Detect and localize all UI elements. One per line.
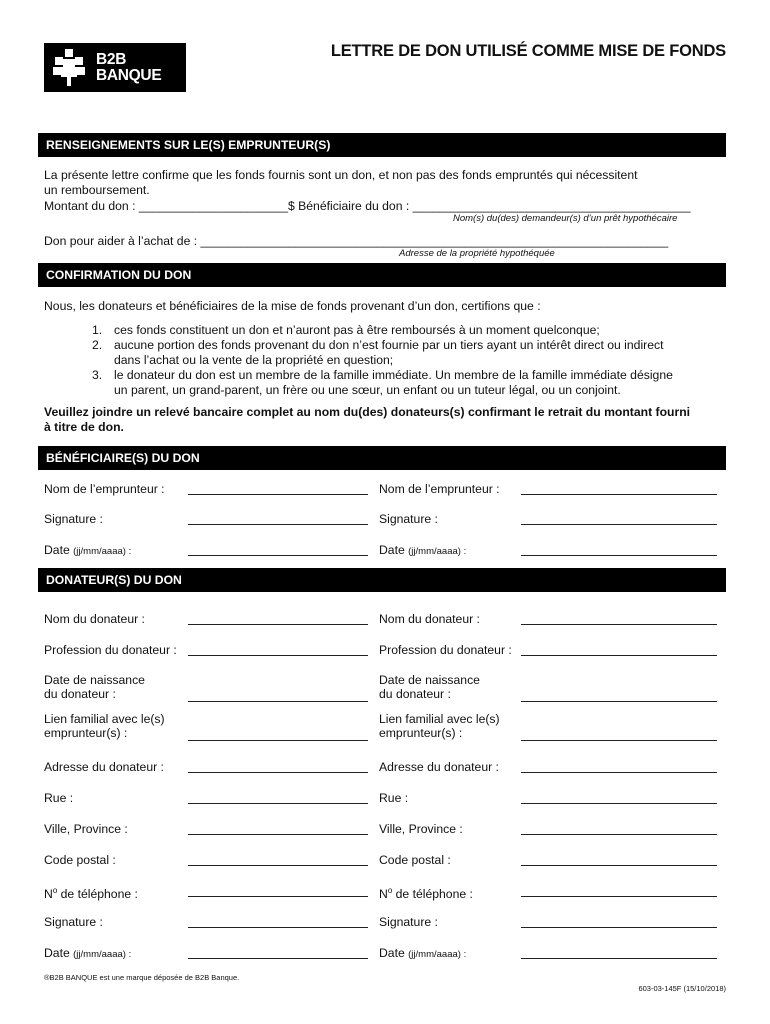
donor-profession-label-right [379,643,512,657]
label-text: Lien familial avec le(s) [44,712,165,726]
beneficiary-signature-label-left: Signature : [44,512,103,526]
label-text: Adresse du donateur : [379,760,499,774]
donor-street-field-left[interactable] [188,803,368,804]
label-text: Code postal : [44,853,116,867]
beneficiary-field[interactable]: _________________________________________ [412,199,691,213]
donor-postal-code-field-left[interactable] [188,865,368,866]
purchase-label: Don pour aider à l’achat de : [44,234,201,248]
label-text: Rue : [44,791,74,805]
donor-address-label-right [379,760,499,774]
logo-text-b2b: B2B [96,51,127,68]
date-label-text: Date [44,543,70,557]
date-format-hint: (jj/mm/aaaa) : [73,949,132,960]
label-text: Rue : [379,791,409,805]
label-text-rest: de téléphone : [57,887,138,902]
label-text: Date [379,946,405,960]
donor-phone-field-right[interactable] [521,896,717,897]
donor-address-label-left [44,760,164,774]
donor-phone-label-left [44,884,138,901]
donor-birthdate-label-left [44,673,145,701]
donor-postal-code-field-right[interactable] [521,865,717,866]
label-text-rest: de téléphone : [392,887,473,902]
confirmation-intro: Nous, les donateurs et bénéficiaires de la mise de fonds provenant d’un don, certifions que : [44,299,541,313]
donor-birthdate-label-right [379,673,480,701]
donor-signature-label-right [379,915,438,929]
beneficiary-label: $ Bénéficiaire du don : [287,199,413,213]
donor-date-label-right [379,946,466,962]
confirmation-item-3-num: 3. [92,368,103,382]
label-text: Nom du donateur : [379,612,480,626]
confirmation-item-1-num: 1. [92,323,103,337]
donor-address-field-left[interactable] [188,772,368,773]
purchase-row [44,234,668,248]
donor-profession-field-right[interactable] [521,655,717,656]
donor-city-province-label-left [44,822,128,836]
label-text: N [44,887,53,902]
label-text: Date de naissance [44,673,145,687]
label-text: Adresse du donateur : [44,760,164,774]
donor-profession-label-left [44,643,177,657]
confirmation-item-2-num: 2. [92,338,103,352]
date-format-hint: (jj/mm/aaaa) : [408,949,467,960]
bank-statement-note-line1: Veuillez joindre un relevé bancaire complet au nom du(des) donateurs(s) confirmant le retrait du montant fourni [44,405,691,419]
gift-amount-field[interactable]: ______________________ [138,199,288,213]
confirmation-item-2-line2: dans l’achat ou la vente de la propriété en question; [114,353,394,367]
donor-profession-field-left[interactable] [188,655,368,656]
donor-relationship-field-right[interactable] [521,740,717,741]
donor-city-province-field-left[interactable] [188,834,368,835]
number-sign-superscript: o [387,886,393,895]
b2b-banque-logo [44,43,186,92]
borrower-intro-line2: un remboursement. [44,183,150,197]
number-sign-superscript: o [52,886,58,895]
property-address-caption: Adresse de la propriété hypothéquée [399,248,555,259]
donor-name-field-left[interactable] [188,624,368,625]
donor-date-field-left[interactable] [188,958,368,959]
beneficiary-signature-label-right: Signature : [379,512,438,526]
donor-name-label-left [44,612,145,626]
section-header-borrower: RENSEIGNEMENTS SUR LE(S) EMPRUNTEUR(S) [38,133,726,157]
donor-city-province-label-right [379,822,463,836]
donor-street-field-right[interactable] [521,803,717,804]
label-text-line2: du donateur : [44,687,116,701]
label-text-line2: emprunteur(s) : [44,726,128,740]
donor-phone-label-right [379,884,473,901]
beneficiary-date-label-right [379,543,466,559]
label-text: Code postal : [379,853,451,867]
label-text: Date [44,946,70,960]
confirmation-item-3-line2: un parent, un grand-parent, un frère ou une sœur, un enfant ou un tuteur légal, ou un conjoint. [114,383,621,397]
donor-relationship-label-right [379,712,500,740]
donor-postal-code-label-right [379,853,451,867]
date-format-hint: (jj/mm/aaaa) : [73,546,132,557]
donor-signature-field-left[interactable] [188,927,368,928]
beneficiary-date-label-left [44,543,131,559]
section-header-beneficiaries: BÉNÉFICIAIRE(S) DU DON [38,446,726,470]
donor-address-field-right[interactable] [521,772,717,773]
donor-birthdate-field-left[interactable] [188,701,368,702]
donor-city-province-field-right[interactable] [521,834,717,835]
borrower-intro-line1: La présente lettre confirme que les fonds fournis sont un don, et non pas des fonds empruntés qui nécessitent [44,168,638,182]
label-text: Profession du donateur : [44,643,177,657]
donor-street-label-left [44,791,73,805]
maple-leaf-icon [50,47,88,88]
beneficiary-date-field-left[interactable] [188,555,368,556]
label-text-line2: du donateur : [379,687,451,701]
beneficiary-caption: Nom(s) du(des) demandeur(s) d’un prêt hypothécaire [453,213,678,224]
donor-date-field-right[interactable] [521,958,717,959]
beneficiary-borrower-name-label-right: Nom de l’emprunteur : [379,482,500,496]
donor-name-field-right[interactable] [521,624,717,625]
label-text: Ville, Province : [44,822,128,836]
label-text: N [379,887,388,902]
section-header-donors: DONATEUR(S) DU DON [38,568,726,592]
confirmation-item-1-line1: ces fonds constituent un don et n’auront pas à être remboursés à un moment quelconque; [114,323,600,337]
form-code: 603-03-145F (15/10/2018) [638,984,726,993]
donor-street-label-right [379,791,408,805]
date-label-text: Date [379,543,405,557]
donor-phone-field-left[interactable] [188,896,368,897]
donor-name-label-right [379,612,480,626]
donor-signature-field-right[interactable] [521,927,717,928]
donor-relationship-label-left [44,712,165,740]
donor-relationship-field-left[interactable] [188,740,368,741]
trademark-notice: ®B2B BANQUE est une marque déposée de B2B Banque. [44,973,240,982]
beneficiary-borrower-name-label-left: Nom de l’emprunteur : [44,482,165,496]
donor-signature-label-left [44,915,103,929]
donor-date-label-left [44,946,131,962]
date-format-hint: (jj/mm/aaaa) : [408,546,467,557]
beneficiary-signature-field-right[interactable] [521,524,717,525]
gift-amount-row [44,199,691,213]
label-text: Ville, Province : [379,822,463,836]
bank-statement-note-line2: à titre de don. [44,420,124,434]
label-text: Lien familial avec le(s) [379,712,500,726]
gift-amount-label: Montant du don : [44,199,139,213]
label-text: Profession du donateur : [379,643,512,657]
property-address-field[interactable]: _____________________________________________________________________ [200,234,669,248]
label-text: Signature : [44,915,103,929]
donor-postal-code-label-left [44,853,116,867]
label-text: Date de naissance [379,673,480,687]
beneficiary-borrower-name-field-left[interactable] [188,494,368,495]
beneficiary-date-field-right[interactable] [521,555,717,556]
beneficiary-borrower-name-field-right[interactable] [521,494,717,495]
confirmation-item-2-line1: aucune portion des fonds provenant du don n’est fournie par un tiers ayant un intérêt direct ou indirect [114,338,664,352]
section-header-confirmation: CONFIRMATION DU DON [38,263,726,287]
label-text: Signature : [379,915,438,929]
document-title: LETTRE DE DON UTILISÉ COMME MISE DE FONDS [330,42,726,60]
label-text: Nom du donateur : [44,612,145,626]
label-text-line2: emprunteur(s) : [379,726,463,740]
donor-birthdate-field-right[interactable] [521,701,717,702]
logo-text-banque: BANQUE [96,67,162,84]
beneficiary-signature-field-left[interactable] [188,524,368,525]
confirmation-item-3-line1: le donateur du don est un membre de la famille immédiate. Un membre de la famille immédiate désigne [114,368,673,382]
